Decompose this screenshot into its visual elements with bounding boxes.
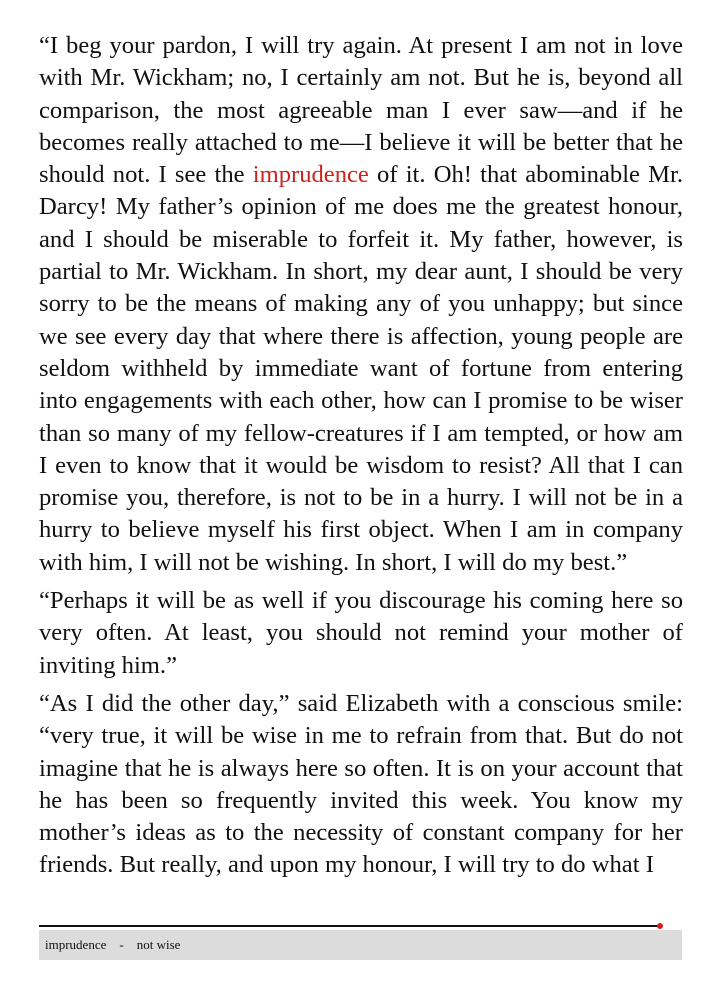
glossary-separator: - [119, 937, 124, 952]
glossary-term: imprudence [45, 937, 107, 952]
glossary-definition: not wise [136, 937, 181, 952]
paragraph-1-after: of it. Oh! that abominable Mr. Darcy! My father’s opinion of me does me the greatest honour, and I should be miserable to forfeit it. My father, however, is partial to Mr. Wickham. In short, my dear aunt, I should be very sorry to be the means of making any of you unhappy; but since we see every day that where there is affection, young people are seldom withheld by immediate want of fortune from entering into engagements with each other, how can I promise to be wiser than so many of my fellow-creatures if I am tempted, or how am I even to know that it would be wisdom to resist? All that I can promise you, therefore, is not to be in a hurry. I will not be in a hurry to believe myself his first object. When I am in company with him, I will not be wishing. In short, I will do my best.” [39, 161, 683, 576]
glossary-note [39, 930, 682, 960]
paragraph-1-before: “I beg your pardon, I will try again. At present I am not in love with Mr. Wickham; no, I certainly am not. But he is, beyond all comparison, the most agreeable man I ever saw—and if he becomes really attached to me—I believe it will be better that he should not. I see the [39, 32, 683, 189]
footnote-marker-dot [657, 923, 663, 929]
paragraph-3: “As I did the other day,” said Elizabeth with a conscious smile: “very true, it will be wise in me to refrain from that. But do not imagine that he is always here so often. It is on your account that he has been so frequently invited this week. You know my mother’s ideas as to the necessity of constant company for her friends. But really, and upon my honour, I will try to do what I [39, 689, 683, 879]
paragraph-2: “Perhaps it will be as well if you discourage his coming here so very often. At least, you should not remind your mother of inviting him.” [39, 587, 683, 679]
highlighted-term[interactable]: imprudence [252, 161, 369, 189]
glossary-line [45, 937, 180, 953]
footnote-divider [39, 925, 661, 927]
paragraph-1 [39, 30, 683, 579]
document-body [39, 30, 683, 888]
